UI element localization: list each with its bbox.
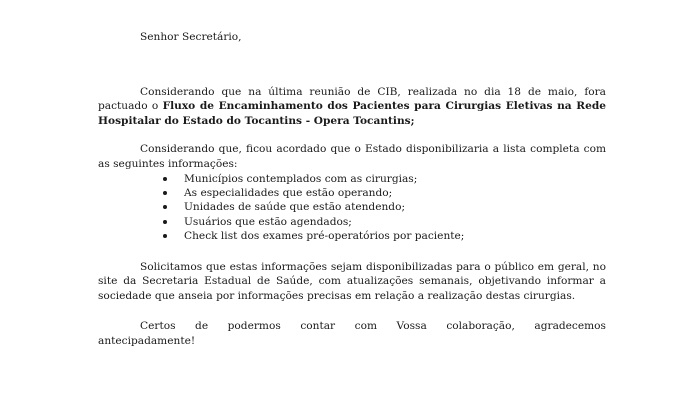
list-item xyxy=(163,229,606,243)
bullet-icon xyxy=(163,191,167,195)
bullet-icon xyxy=(163,205,167,209)
salutation: Senhor Secretário, xyxy=(140,31,242,43)
paragraph-agreement: Considerando que, ficou acordado que o Estado disponibilizaria a lista completa com as seguintes informações: xyxy=(98,143,606,170)
list-item xyxy=(163,186,606,200)
bullet-icon xyxy=(163,220,167,224)
paragraph-request: Solicitamos que estas informações sejam disponibilizadas para o público em geral, no site da Secretaria Estadual de Saúde, com atualizações semanais, objetivando informar a sociedade que anseia por informações precisas em relação a realização destas cirurgias. xyxy=(98,260,606,302)
list-item-text: Check list dos exames pré-operatórios por paciente; xyxy=(184,230,465,243)
list-item-text: Unidades de saúde que estão atendendo; xyxy=(184,201,406,214)
list-item xyxy=(163,200,606,214)
list-item-text: As especialidades que estão operando; xyxy=(184,186,393,199)
list-item xyxy=(163,172,606,186)
letter-body xyxy=(98,30,606,349)
list-item xyxy=(163,215,606,229)
paragraph-cib-meeting xyxy=(98,85,606,129)
bullet-icon xyxy=(163,234,167,238)
paragraph-cib-intro: Considerando que na última reunião de CIB, realizada no dia 18 de maio, fora pactuado o xyxy=(98,85,606,113)
paragraph-cib-bold-title: Fluxo de Encaminhamento dos Pacientes para Cirurgias Eletivas na Rede Hospitalar do Estado do Tocantins - Opera Tocantins; xyxy=(98,100,606,127)
bullet-icon xyxy=(163,177,167,181)
paragraph-closing: Certos de podermos contar com Vossa colaboração, agradecemos antecipadamente! xyxy=(98,320,606,347)
list-item-text: Municípios contemplados com as cirurgias; xyxy=(184,172,418,185)
information-list xyxy=(98,172,606,244)
list-item-text: Usuários que estão agendados; xyxy=(184,215,352,228)
